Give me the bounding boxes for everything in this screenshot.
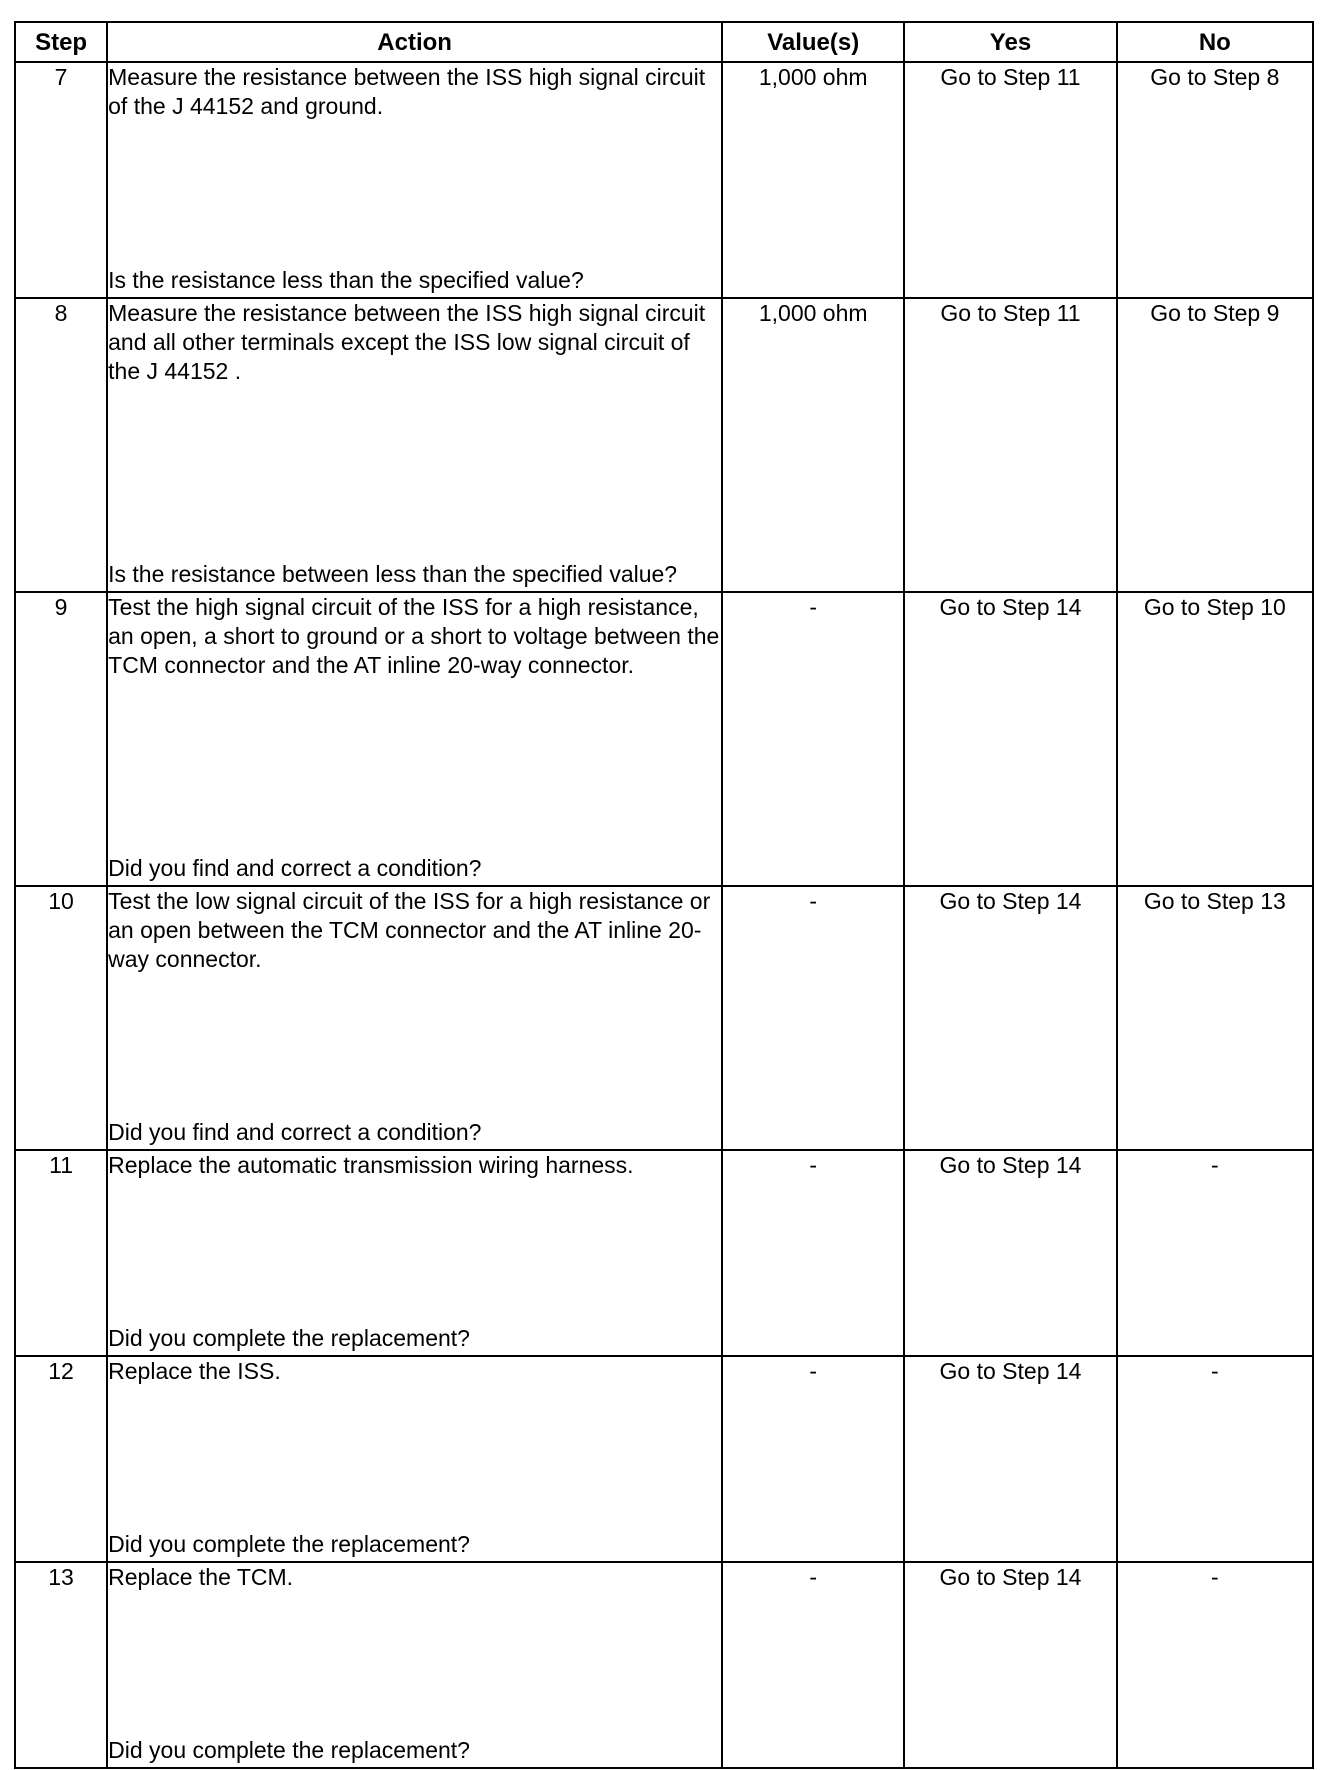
header-action: Action — [107, 22, 722, 62]
diagnostic-table — [14, 21, 1314, 1769]
table-row — [15, 1150, 1313, 1356]
step-number: 8 — [15, 298, 107, 592]
action-cell — [107, 1562, 722, 1768]
action-cell — [107, 298, 722, 592]
table-row — [15, 886, 1313, 1150]
action-text: Measure the resistance between the ISS high signal circuit and all other terminals except the ISS low signal circuit of the J 44152 . — [108, 300, 706, 384]
table-row — [15, 592, 1313, 886]
action-text: Measure the resistance between the ISS high signal circuit of the J 44152 and ground. — [108, 64, 706, 119]
action-cell — [107, 1356, 722, 1562]
value-cell: - — [722, 886, 904, 1150]
no-cell: Go to Step 13 — [1117, 886, 1313, 1150]
action-question: Is the resistance less than the specified value? — [108, 267, 584, 293]
step-number: 10 — [15, 886, 107, 1150]
action-question: Did you complete the replacement? — [108, 1737, 470, 1763]
action-question: Is the resistance between less than the specified value? — [108, 561, 678, 587]
action-text: Test the low signal circuit of the ISS for a high resistance or an open between the TCM connector and the AT inline 20-way connector. — [108, 888, 711, 972]
header-step: Step — [15, 22, 107, 62]
action-text: Test the high signal circuit of the ISS for a high resistance, an open, a short to ground or a short to voltage between the TCM connector and the AT inline 20-way connector. — [108, 594, 720, 678]
no-cell: Go to Step 8 — [1117, 62, 1313, 298]
action-question: Did you find and correct a condition? — [108, 855, 482, 881]
yes-cell: Go to Step 14 — [904, 1562, 1116, 1768]
yes-cell: Go to Step 14 — [904, 1150, 1116, 1356]
action-cell — [107, 592, 722, 886]
yes-cell: Go to Step 11 — [904, 62, 1116, 298]
step-number: 7 — [15, 62, 107, 298]
step-number: 12 — [15, 1356, 107, 1562]
no-cell: - — [1117, 1150, 1313, 1356]
no-cell: Go to Step 9 — [1117, 298, 1313, 592]
no-cell: - — [1117, 1356, 1313, 1562]
table-row — [15, 62, 1313, 298]
action-question: Did you find and correct a condition? — [108, 1119, 482, 1145]
yes-cell: Go to Step 14 — [904, 1356, 1116, 1562]
action-cell — [107, 886, 722, 1150]
value-cell: 1,000 ohm — [722, 298, 904, 592]
header-yes: Yes — [904, 22, 1116, 62]
yes-cell: Go to Step 14 — [904, 886, 1116, 1150]
action-question: Did you complete the replacement? — [108, 1531, 470, 1557]
no-cell: Go to Step 10 — [1117, 592, 1313, 886]
value-cell: 1,000 ohm — [722, 62, 904, 298]
value-cell: - — [722, 592, 904, 886]
action-cell — [107, 1150, 722, 1356]
header-values: Value(s) — [722, 22, 904, 62]
step-number: 9 — [15, 592, 107, 886]
step-number: 11 — [15, 1150, 107, 1356]
action-text: Replace the TCM. — [108, 1564, 294, 1590]
value-cell: - — [722, 1356, 904, 1562]
value-cell: - — [722, 1150, 904, 1356]
header-no: No — [1117, 22, 1313, 62]
action-question: Did you complete the replacement? — [108, 1325, 470, 1351]
action-text: Replace the automatic transmission wiring harness. — [108, 1152, 634, 1178]
yes-cell: Go to Step 11 — [904, 298, 1116, 592]
table-row — [15, 1356, 1313, 1562]
value-cell: - — [722, 1562, 904, 1768]
no-cell: - — [1117, 1562, 1313, 1768]
action-cell — [107, 62, 722, 298]
action-text: Replace the ISS. — [108, 1358, 281, 1384]
step-number: 13 — [15, 1562, 107, 1768]
table-row — [15, 1562, 1313, 1768]
table-row — [15, 298, 1313, 592]
header-row — [15, 22, 1313, 62]
yes-cell: Go to Step 14 — [904, 592, 1116, 886]
